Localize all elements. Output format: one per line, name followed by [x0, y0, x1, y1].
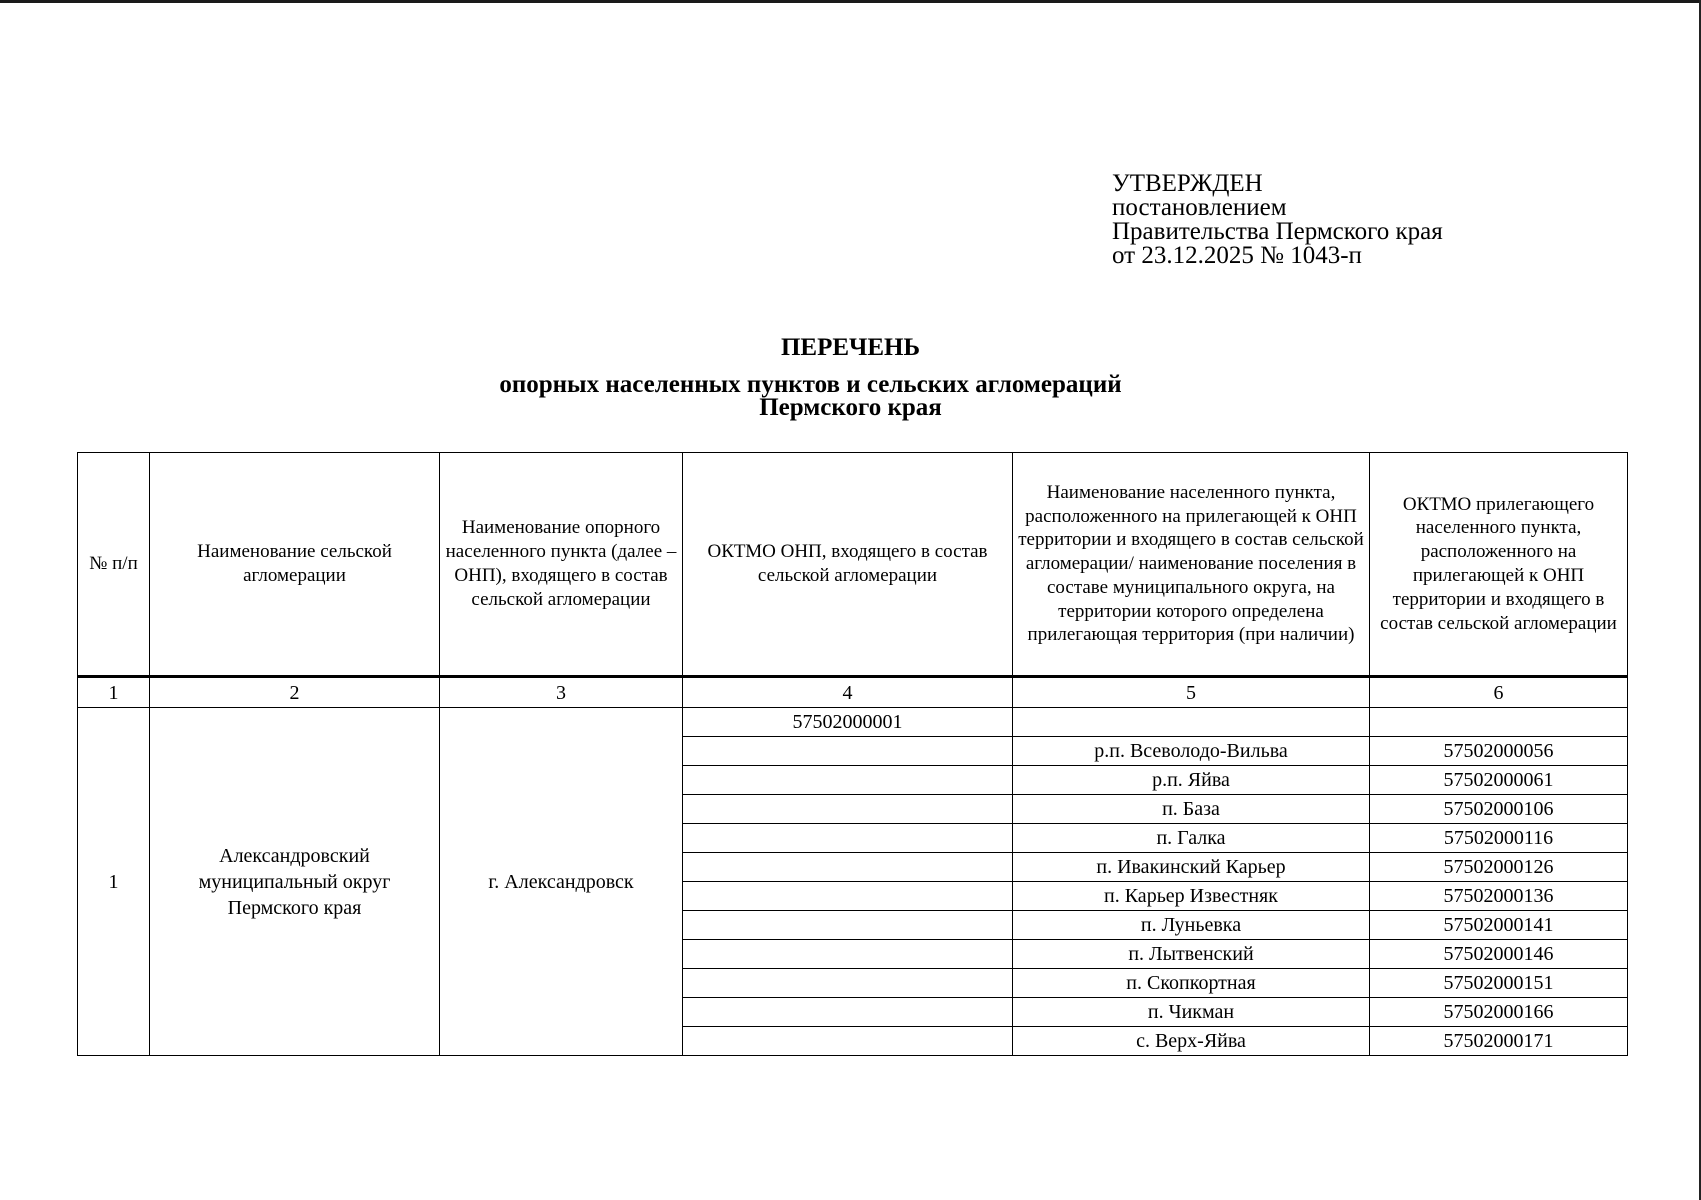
onp-oktmo-empty-cell — [683, 882, 1013, 911]
onp-oktmo-empty-cell — [683, 737, 1013, 766]
approval-line-approved: УТВЕРЖДЕН — [1112, 170, 1263, 197]
header-adjacent-settlement: Наименование населенного пункта, расположенного на прилегающей к ОНП территории и входящего в состав сельской агломерации/ наименование поселения в составе муниципального округа, на территории которого определена прилегающая территория (при наличии) — [1013, 453, 1370, 677]
header-number: № п/п — [78, 453, 150, 677]
column-number: 3 — [440, 677, 683, 708]
column-number: 1 — [78, 677, 150, 708]
adjacent-settlement-oktmo: 57502000136 — [1370, 882, 1628, 911]
adjacent-settlement-name: р.п. Всеволодо-Вильва — [1013, 737, 1370, 766]
column-number: 2 — [150, 677, 440, 708]
group-agglomeration: Александровский муниципальный округ Пермского края — [150, 708, 440, 1056]
group-adjacent-oktmo-empty — [1370, 708, 1628, 737]
group-number: 1 — [78, 708, 150, 1056]
title-main: ПЕРЕЧЕНЬ — [780, 334, 921, 361]
settlements-table — [77, 452, 1628, 1056]
onp-oktmo-empty-cell — [683, 824, 1013, 853]
adjacent-settlement-name: п. Ивакинский Карьер — [1013, 853, 1370, 882]
adjacent-settlement-oktmo: 57502000146 — [1370, 940, 1628, 969]
table-header-row — [78, 453, 1628, 677]
onp-oktmo-empty-cell — [683, 998, 1013, 1027]
onp-oktmo-empty-cell — [683, 911, 1013, 940]
adjacent-settlement-name: п. Чикман — [1013, 998, 1370, 1027]
column-number: 6 — [1370, 677, 1628, 708]
approval-stamp — [1112, 172, 1443, 268]
title-subtitle-line2: Пермского края — [759, 394, 942, 421]
column-number-row — [78, 677, 1628, 708]
onp-oktmo-empty-cell — [683, 795, 1013, 824]
adjacent-settlement-name: п. Лытвенский — [1013, 940, 1370, 969]
header-adjacent-oktmo: ОКТМО прилегающего населенного пункта, расположенного на прилегающей к ОНП территории и входящего в состав сельской агломерации — [1370, 453, 1628, 677]
header-onp: Наименование опорного населенного пункта (далее – ОНП), входящего в состав сельской агломерации — [440, 453, 683, 677]
header-onp-oktmo: ОКТМО ОНП, входящего в состав сельской агломерации — [683, 453, 1013, 677]
onp-oktmo-empty-cell — [683, 766, 1013, 795]
adjacent-settlement-oktmo: 57502000061 — [1370, 766, 1628, 795]
group-onp-oktmo: 57502000001 — [683, 708, 1013, 737]
adjacent-settlement-oktmo: 57502000116 — [1370, 824, 1628, 853]
column-number: 5 — [1013, 677, 1370, 708]
adjacent-settlement-oktmo: 57502000126 — [1370, 853, 1628, 882]
approval-line-resolution: постановлением — [1112, 194, 1287, 221]
adjacent-settlement-oktmo: 57502000106 — [1370, 795, 1628, 824]
adjacent-settlement-name: п. Луньевка — [1013, 911, 1370, 940]
onp-oktmo-empty-cell — [683, 853, 1013, 882]
approval-line-government: Правительства Пермского края — [1112, 218, 1443, 245]
header-agglomeration: Наименование сельской агломерации — [150, 453, 440, 677]
adjacent-settlement-oktmo: 57502000166 — [1370, 998, 1628, 1027]
adjacent-settlement-name: п. База — [1013, 795, 1370, 824]
onp-oktmo-empty-cell — [683, 940, 1013, 969]
approval-line-date-number: от 23.12.2025 № 1043-п — [1112, 242, 1362, 269]
scan-border-top — [0, 0, 1701, 3]
adjacent-settlement-oktmo: 57502000141 — [1370, 911, 1628, 940]
adjacent-settlement-name: п. Галка — [1013, 824, 1370, 853]
adjacent-settlement-name: п. Карьер Известняк — [1013, 882, 1370, 911]
onp-oktmo-empty-cell — [683, 969, 1013, 998]
adjacent-settlement-oktmo: 57502000151 — [1370, 969, 1628, 998]
group-adjacent-settlement-empty — [1013, 708, 1370, 737]
title-subtitle-line1: опорных населенных пунктов и сельских агломераций — [499, 371, 1122, 398]
adjacent-settlement-name: с. Верх-Яйва — [1013, 1027, 1370, 1056]
group-onp: г. Александровск — [440, 708, 683, 1056]
adjacent-settlement-name: р.п. Яйва — [1013, 766, 1370, 795]
adjacent-settlement-oktmo: 57502000056 — [1370, 737, 1628, 766]
adjacent-settlement-oktmo: 57502000171 — [1370, 1027, 1628, 1056]
adjacent-settlement-name: п. Скопкортная — [1013, 969, 1370, 998]
onp-oktmo-empty-cell — [683, 1027, 1013, 1056]
table-row — [78, 708, 1628, 737]
column-number: 4 — [683, 677, 1013, 708]
